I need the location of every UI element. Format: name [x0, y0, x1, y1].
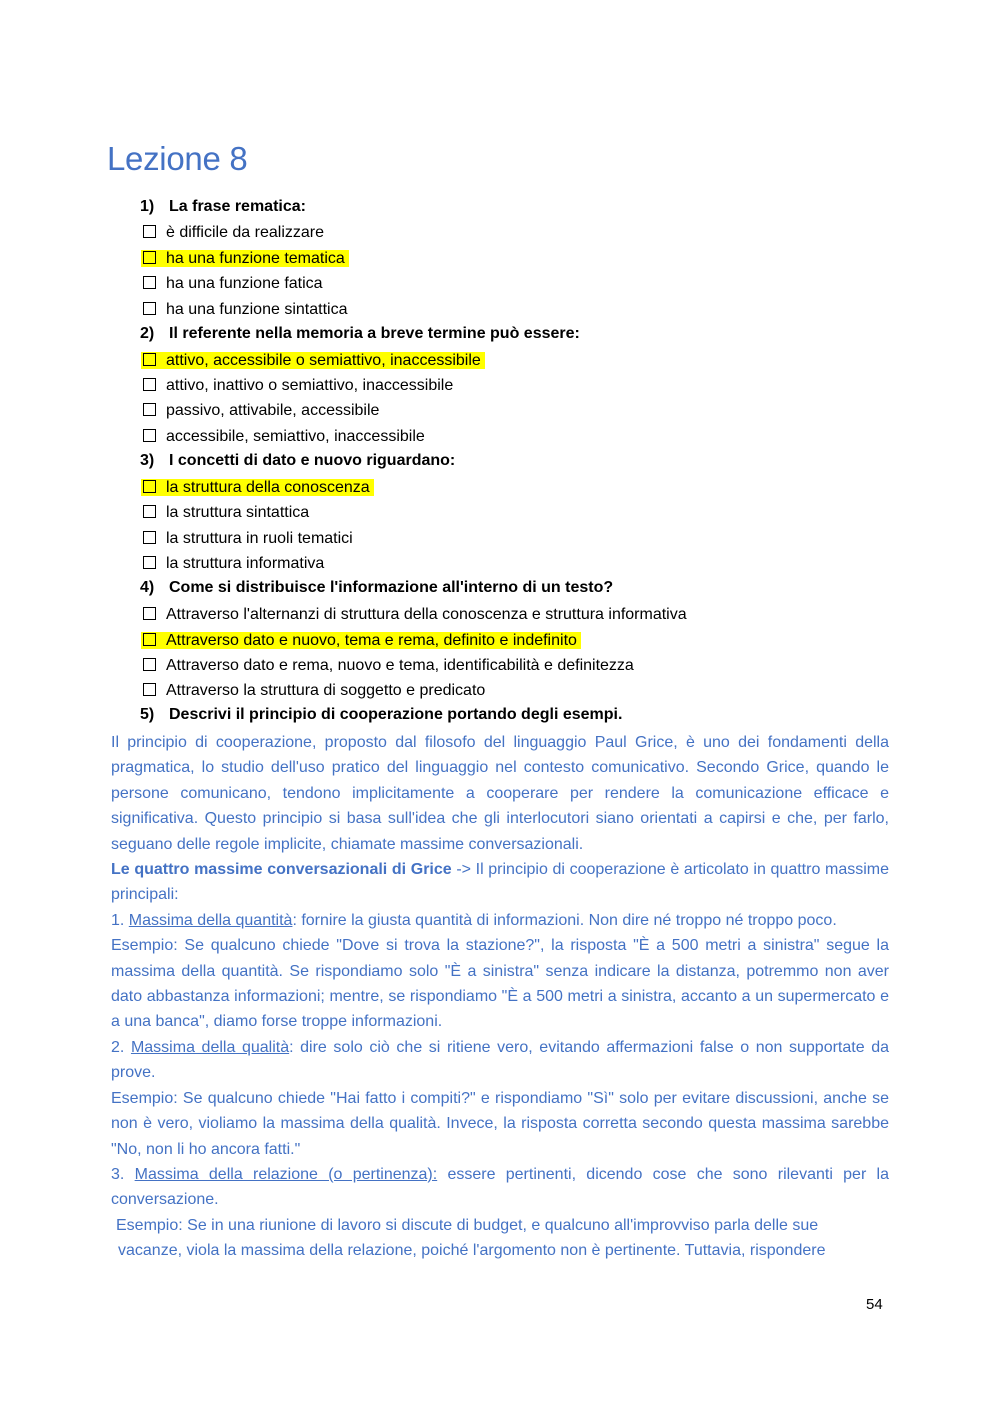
maxim-number: 1. — [111, 911, 129, 929]
maxim-2-text: : dire solo ciò che si ritiene vero, evitando affermazioni false o non supportate da prove. — [111, 1038, 890, 1082]
option-label: Attraverso dato e nuovo, tema e rema, definito e indefinito — [166, 632, 577, 649]
answer-intro: Il principio di cooperazione, proposto dal filosofo del linguaggio Paul Grice, è uno dei fondamenti della pragmatica, lo studio dell'uso pratico del linguaggio nel contesto comunicativo. Secondo Grice, quando le persone comunicano, tendono implicitamente a cooperare per rendere la comunicazione efficace e significativa. Questo principio si basa sull'idea che gli interlocutori siano orientati a capirsi e che, per farlo, seguano delle regole implicite, chiamate massime conversazionali. — [111, 734, 889, 853]
option-4-2[interactable] — [143, 630, 581, 652]
option-2-1[interactable] — [143, 350, 485, 372]
option-label: attivo, accessibile o semiattivo, inaccessibile — [166, 352, 481, 369]
checkbox-icon[interactable] — [143, 607, 156, 620]
maxim-2 — [111, 1035, 889, 1086]
option-2-2[interactable] — [143, 375, 453, 397]
maxims-paragraph — [111, 857, 889, 908]
question-1 — [140, 198, 306, 216]
option-label: ha una funzione tematica — [166, 250, 345, 267]
maxim-1-text: : fornire la giusta quantità di informazioni. Non dire né troppo né troppo poco. — [292, 911, 837, 929]
option-3-3[interactable] — [143, 528, 353, 550]
option-1-3[interactable] — [143, 273, 323, 295]
option-label: ha una funzione fatica — [166, 275, 323, 292]
option-2-4[interactable] — [143, 426, 425, 448]
maxim-1 — [111, 908, 889, 933]
maxim-1-example: Esempio: Se qualcuno chiede "Dove si trova la stazione?", la risposta "È a 500 metri a sinistra" segue la massima della quantità. Se rispondiamo solo "È a sinistra" senza indicare la distanza, potremmo non aver dato abbastanza informazioni; mentre, se rispondiamo "È a 500 metri a sinistra, accanto a un supermercato e a una banca", diamo forse troppe informazioni. — [111, 937, 889, 1031]
page-title: Lezione 8 — [107, 140, 248, 177]
maxim-3-name: Massima della relazione (o pertinenza): — [134, 1165, 438, 1183]
option-label: passivo, attivabile, accessibile — [166, 402, 380, 419]
highlighted-answer — [141, 632, 581, 649]
option-4-1[interactable] — [143, 604, 687, 626]
maxim-3-text: essere pertinenti, dicendo cose che sono rilevanti per la conversazione. — [111, 1165, 889, 1209]
maxim-3-example-line1: Esempio: Se in una riunione di lavoro si discute di budget, e qualcuno all'improvviso parla delle sue — [116, 1216, 819, 1234]
option-4-4[interactable] — [143, 680, 485, 702]
checkbox-icon[interactable] — [143, 505, 156, 518]
maxim-2-name: Massima della qualità — [130, 1038, 290, 1056]
option-3-2[interactable] — [143, 502, 309, 524]
option-label: la struttura informativa — [166, 555, 325, 572]
checkbox-icon[interactable] — [143, 276, 156, 289]
question-text: Descrivi il principio di cooperazione portando degli esempi. — [169, 706, 623, 723]
option-label: la struttura sintattica — [166, 504, 310, 521]
option-1-1[interactable] — [143, 222, 324, 244]
highlighted-answer — [141, 250, 349, 267]
maxims-intro: -> Il principio di cooperazione è articolato in quattro massime principali: — [111, 861, 889, 904]
option-label: accessibile, semiattivo, inaccessibile — [166, 428, 425, 445]
question-number: 1) — [140, 198, 155, 215]
checkbox-icon[interactable] — [143, 531, 156, 544]
page-number: 54 — [866, 1296, 883, 1313]
checkbox-icon[interactable] — [143, 251, 156, 264]
maxim-3 — [111, 1162, 889, 1213]
checkbox-icon[interactable] — [143, 403, 156, 416]
question-4 — [140, 579, 613, 597]
question-5 — [140, 706, 622, 724]
answer-block — [111, 730, 889, 1264]
option-label: attivo, inattivo o semiattivo, inaccessibile — [166, 377, 454, 394]
question-number: 2) — [140, 325, 155, 342]
option-4-3[interactable] — [143, 655, 634, 677]
highlighted-answer — [141, 352, 485, 369]
option-2-3[interactable] — [143, 400, 379, 422]
checkbox-icon[interactable] — [143, 378, 156, 391]
maxim-number: 3. — [111, 1165, 135, 1183]
checkbox-icon[interactable] — [143, 353, 156, 366]
question-text: Come si distribuisce l'informazione all'interno di un testo? — [169, 579, 614, 596]
maxim-3-example-line2: vacanze, viola la massima della relazione, poiché l'argomento non è pertinente. Tuttavia, rispondere — [118, 1242, 826, 1260]
question-text: La frase rematica: — [169, 198, 306, 215]
maxim-2-example: Esempio: Se qualcuno chiede "Hai fatto i compiti?" e rispondiamo "Sì" solo per evitare discussioni, anche se non è vero, violiamo la massima della qualità. Invece, la risposta corretta secondo questa massima sarebbe "No, non li ho ancora fatti." — [111, 1089, 889, 1158]
checkbox-icon[interactable] — [143, 658, 156, 671]
checkbox-icon[interactable] — [143, 556, 156, 569]
option-label: Attraverso la struttura di soggetto e predicato — [166, 682, 486, 699]
checkbox-icon[interactable] — [143, 225, 156, 238]
option-label: è difficile da realizzare — [166, 224, 325, 241]
question-number: 5) — [140, 706, 155, 723]
option-3-1[interactable] — [143, 477, 374, 499]
question-text: I concetti di dato e nuovo riguardano: — [169, 452, 456, 469]
highlighted-answer — [141, 479, 374, 496]
checkbox-icon[interactable] — [143, 302, 156, 315]
maxim-1-name: Massima della quantità — [128, 911, 293, 929]
option-3-4[interactable] — [143, 553, 324, 575]
checkbox-icon[interactable] — [143, 480, 156, 493]
checkbox-icon[interactable] — [143, 633, 156, 646]
question-number: 4) — [140, 579, 155, 596]
maxims-heading: Le quattro massime conversazionali di Grice — [111, 861, 452, 879]
option-label: Attraverso l'alternanzi di struttura della conoscenza e struttura informativa — [166, 606, 687, 623]
checkbox-icon[interactable] — [143, 683, 156, 696]
question-number: 3) — [140, 452, 155, 469]
option-1-2[interactable] — [143, 248, 349, 270]
option-label: la struttura in ruoli tematici — [166, 530, 353, 547]
question-text: Il referente nella memoria a breve termine può essere: — [169, 325, 580, 342]
question-2 — [140, 325, 580, 343]
checkbox-icon[interactable] — [143, 429, 156, 442]
option-1-4[interactable] — [143, 299, 347, 321]
option-label: ha una funzione sintattica — [166, 301, 348, 318]
maxim-number: 2. — [111, 1038, 131, 1056]
option-label: Attraverso dato e rema, nuovo e tema, identificabilità e definitezza — [166, 657, 634, 674]
question-3 — [140, 452, 455, 470]
option-label: la struttura della conoscenza — [166, 479, 370, 496]
